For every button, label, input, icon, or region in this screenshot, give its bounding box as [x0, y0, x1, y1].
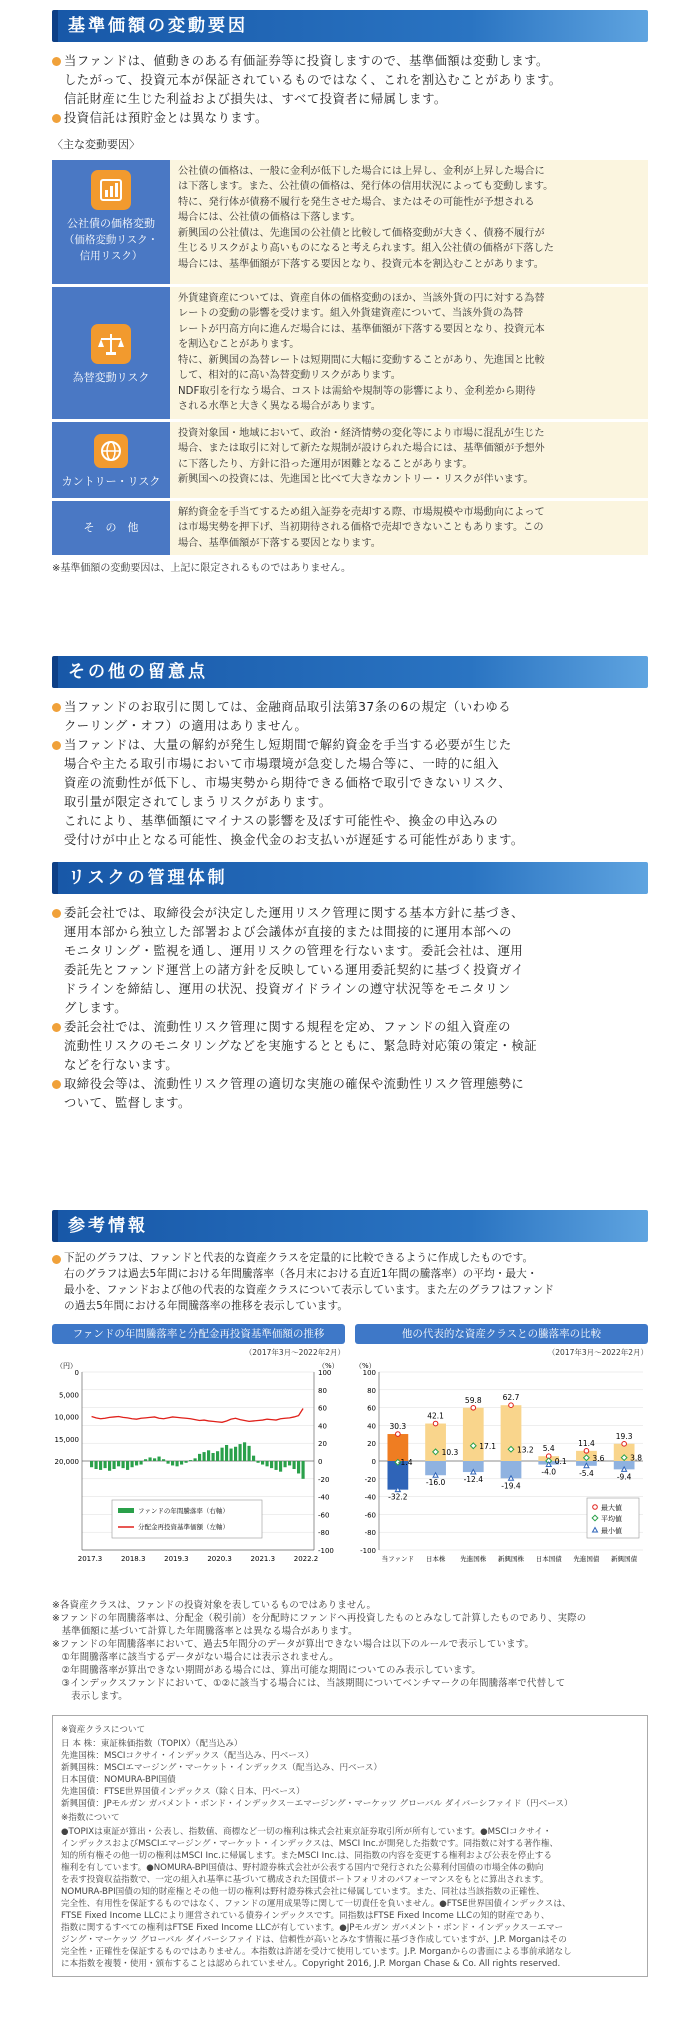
max-value-label: 59.8: [464, 1396, 482, 1406]
desc-line: 場合、または取引に対して新たな規制が設けられた場合には、基準価額が予想外: [178, 443, 545, 454]
chart-title: ファンドの年間騰落率と分配金再投資基準価額の推移: [52, 1324, 345, 1344]
bullet-line: 委託会社では、流動性リスク管理に関する規程を定め、ファンドの組入資産の: [52, 1018, 648, 1037]
desc-line: 場合には、公社債の価格は下落します。: [178, 212, 361, 223]
right-chart-svg: [355, 1358, 648, 1590]
note-line: ③インデックスファンドにおいて、①②に該当する場合には、当該期間についてベンチマークの年間騰落率で代替して: [52, 1678, 566, 1690]
bullet-line: 取締役会等は、流動性リスク管理の適切な実施の確保や流動性リスク管理態勢に: [52, 1075, 648, 1094]
desc-line: 投資対象国・地域において、政治・経済情勢の変化等により市場に混乱が生じた: [178, 427, 545, 439]
section-price-factors: [52, 10, 648, 576]
min-value-label: -32.2: [388, 1492, 408, 1502]
return-bar: [221, 1448, 224, 1461]
note-line: ※ファンドの年間騰落率において、過去5年間分のデータが算出できない場合は以下のルールで表示しています。: [52, 1639, 535, 1651]
y-tick-label: 40: [367, 1422, 376, 1431]
bullet-line: これにより、基準価額にマイナスの影響を及ぼす可能性や、換金の申込みの: [64, 814, 499, 828]
section-title: その他の留意点: [52, 656, 648, 688]
footnote: ※基準価額の変動要因は、上記に限定されるものではありません。: [52, 563, 351, 574]
risk-name: そ の 他: [83, 520, 139, 534]
risk-name-sub: 信用リスク）: [79, 249, 143, 262]
return-bar: [284, 1461, 287, 1467]
bullet-line: の過去5年間における年間騰落率の推移を表示しています。: [64, 1300, 349, 1312]
return-bar: [176, 1461, 179, 1466]
chart-title: 他の代表的な資産クラスとの騰落率の比較: [355, 1324, 648, 1344]
legend-swatch-bar: [118, 1508, 134, 1513]
x-tick-label: 2017.3: [77, 1555, 103, 1564]
avg-value-label: 0.1: [554, 1457, 567, 1467]
max-value-label: 11.4: [578, 1439, 595, 1449]
max-marker: [584, 1449, 589, 1454]
right-tick-label: -40: [318, 1493, 330, 1502]
max-range-bar: [463, 1408, 484, 1461]
risk-name-sub: （価格変動リスク・: [63, 233, 159, 246]
risk-row: [52, 287, 648, 419]
bullet-line: 委託先とファンド運営上の諸方針を反映している運用委託契約に基づく投資ガイ: [64, 963, 525, 977]
box-line: 完全性、有用性を保証するものではなく、ファンドの運用成果等に関して一切責任を負いません。●FTSE世界国債インデックスは、: [61, 1899, 571, 1910]
section-risk-management: [52, 862, 648, 1113]
max-marker: [433, 1421, 438, 1426]
right-tick-label: 60: [318, 1404, 327, 1413]
globe-icon: [94, 434, 128, 468]
right-chart: [355, 1324, 648, 1595]
x-tick-label: 2020.3: [207, 1555, 232, 1564]
return-bar: [293, 1461, 296, 1469]
bullet-line: 投資信託は預貯金とは異なります。: [52, 109, 648, 128]
desc-line: 新興国への投資には、先進国と比べて大きなカントリー・リスクが伴います。: [178, 474, 534, 485]
risk-name-cell: [52, 422, 170, 498]
category-label: 当ファンド: [381, 1555, 415, 1564]
return-bar: [207, 1451, 210, 1462]
bullet-line: ドラインを締結し、運用の状況、投資ガイドラインの遵守状況等をモニタリン: [64, 982, 511, 996]
desc-line: 生じるリスクがより高いものになると考えられます。組入公社債の価格が下落した: [178, 243, 554, 254]
risk-desc-cell: [170, 422, 648, 498]
return-bar: [189, 1460, 192, 1461]
category-label: 先進国株: [460, 1555, 487, 1564]
return-bar: [144, 1459, 147, 1461]
x-tick-label: 2018.3: [120, 1555, 146, 1564]
bullet-line: ついて、監督します。: [64, 1096, 191, 1110]
desc-line: 解約資金を手当てするため組入証券を売却する際、市場規模や市場動向によって: [178, 506, 545, 518]
risk-row: [52, 501, 648, 556]
min-value-label: -12.4: [463, 1475, 483, 1485]
avg-value-label: 3.8: [630, 1453, 643, 1463]
left-tick-label: 15,000: [54, 1436, 79, 1444]
box-line: FTSE Fixed Income LLCにより運営されている債券インデックスです。同指数はFTSE Fixed Income LLCの知的財産であり、: [61, 1911, 550, 1922]
return-bar: [279, 1461, 282, 1472]
bullet-line: 運用本部から独立した部署および会議体が直接的または間接的に運用本部への: [64, 925, 512, 939]
desc-line: 公社債の価格は、一般に金利が低下した場合には上昇し、金利が上昇した場合に: [178, 165, 545, 177]
x-tick-label: 2022.2: [293, 1555, 319, 1564]
min-value-label: -9.4: [616, 1472, 632, 1482]
return-bar: [203, 1452, 206, 1461]
bullet-line: 下記のグラフは、ファンドと代表的な資産クラスを定量的に比較できるように作成したものです。: [52, 1250, 648, 1266]
desc-line: して、相対的に高い為替変動リスクがあります。: [178, 370, 401, 381]
risk-desc-cell: [170, 501, 648, 556]
left-chart-svg: [52, 1358, 345, 1590]
avg-value-label: 13.2: [517, 1445, 534, 1455]
box-line: ※指数について: [61, 1813, 120, 1824]
box-line: 新興国債：JPモルガン ガバメント・ボンド・インデックス－エマージング・マーケッツ グローバル ダイバーシファイド（円ベース）: [61, 1799, 573, 1810]
return-bar: [225, 1445, 228, 1461]
min-value-label: -19.4: [501, 1481, 521, 1491]
right-axis-unit: （%）: [318, 1362, 339, 1371]
legend-box: [112, 1500, 262, 1538]
bullet-line: 信託財産に生じた利益および損失は、すべて投資者に帰属します。: [64, 92, 447, 106]
right-tick-label: 40: [318, 1422, 327, 1431]
max-value-label: 42.1: [427, 1411, 444, 1421]
y-tick-label: 20: [367, 1440, 376, 1449]
return-bar: [95, 1461, 98, 1469]
bullet-list: [52, 1250, 648, 1314]
desc-line: NDF取引を行なう場合、コストは需給や規制等の影響により、金利差から期待: [178, 385, 536, 397]
return-bar: [248, 1446, 251, 1461]
avg-value-label: 3.6: [592, 1454, 605, 1464]
sub-heading: 〈主な変動要因〉: [52, 138, 140, 151]
asset-class-box: [52, 1715, 648, 1977]
risk-desc-cell: [170, 287, 648, 419]
avg-value-label: -1.4: [397, 1458, 413, 1468]
return-bar: [261, 1461, 264, 1465]
x-tick-label: 2019.3: [164, 1555, 189, 1564]
return-bar: [239, 1444, 242, 1461]
note-line: 表示します。: [52, 1691, 128, 1703]
desc-line: される水準と大きく異なる場合があります。: [178, 401, 381, 412]
note-line: ※各資産クラスは、ファンドの投資対象を表しているものではありません。: [52, 1600, 377, 1612]
y-tick-label: -100: [360, 1547, 376, 1556]
charts-row: [52, 1324, 648, 1595]
desc-line: 特に、新興国の為替レートは短期間に大幅に変動することがあり、先進国と比較: [178, 354, 545, 366]
desc-line: レートが円高方向に進んだ場合には、基準価額が下落する要因となり、投資元本: [178, 323, 545, 335]
box-line: NOMURA-BPI国債の知的財産権とその他一切の権利は野村證券株式会社に帰属しています。また、同社は当該指数の正確性、: [61, 1887, 545, 1898]
desc-line: を割込むことがあります。: [178, 339, 300, 350]
note-line: 基準価額に基づいて計算した年間騰落率とは異なる場合があります。: [52, 1626, 358, 1638]
bullet-line: 場合や主たる取引市場において市場環境が急変した場合等に、一時的に組入: [64, 757, 500, 771]
bullet-line: 右のグラフは過去5年間における年間騰落率（各月末における直近1年間の騰落率）の平均・最大・: [64, 1268, 538, 1280]
bullet-line: クーリング・オフ）の適用はありません。: [64, 719, 308, 733]
section-title: リスクの管理体制: [52, 862, 648, 894]
max-value-label: 5.4: [542, 1444, 555, 1454]
return-bar: [113, 1461, 116, 1469]
left-tick-label: 10,000: [54, 1413, 79, 1422]
return-bar: [171, 1461, 174, 1465]
max-value-label: 30.3: [389, 1422, 407, 1432]
risk-name-cell: [52, 501, 170, 556]
return-bar: [180, 1461, 183, 1465]
max-range-bar: [387, 1434, 408, 1461]
min-value-label: -16.0: [425, 1478, 446, 1488]
y-tick-label: -20: [364, 1476, 376, 1485]
box-line: 知的所有権その他一切の権利はMSCI Inc.に帰属します。またMSCI Inc.は、同指数の内容を変更する権利および公表を停止する: [61, 1851, 552, 1862]
return-bar: [185, 1461, 188, 1463]
bullet-list: [52, 52, 648, 128]
bullet-line: 当ファンドは、大量の解約が発生し短期間で解約資金を手当する必要が生じた: [52, 736, 648, 755]
return-bar: [243, 1443, 246, 1462]
return-bar: [216, 1451, 219, 1461]
max-value-label: 62.7: [502, 1393, 520, 1403]
x-tick-label: 2021.3: [250, 1555, 276, 1564]
return-bar: [104, 1461, 107, 1468]
y-tick-label: -80: [364, 1529, 376, 1538]
bullet-list: [52, 904, 648, 1113]
box-line: ※資産クラスについて: [61, 1725, 146, 1736]
bullet-line: 流動性リスクのモニタリングなどを実施するとともに、緊急時対応策の策定・検証: [64, 1039, 537, 1053]
return-bar: [153, 1459, 156, 1462]
box-line: 先進国債：FTSE世界国債インデックス（除く日本、円ベース）: [61, 1787, 305, 1798]
risk-table: [52, 157, 648, 559]
note-line: ②年間騰落率が算出できない期間がある場合には、算出可能な期間についてのみ表示しています。: [52, 1665, 481, 1677]
bullet-line: 最小を、ファンドおよび他の代表的な資産クラスについて表示しています。また左のグラフはファンド: [64, 1284, 555, 1296]
desc-line: 場合には、基準価額が下落する要因となり、投資元本を割込むことがあります。: [178, 258, 544, 270]
section-title: 参考情報: [52, 1210, 648, 1242]
return-bar: [212, 1453, 215, 1461]
return-bar: [167, 1461, 170, 1464]
min-value-label: -5.4: [579, 1469, 594, 1479]
return-bar: [122, 1461, 125, 1468]
left-tick-label: 20,000: [54, 1458, 79, 1467]
legend-label: ファンドの年間騰落率（右軸）: [138, 1507, 229, 1516]
avg-value-label: 10.3: [441, 1448, 459, 1458]
left-tick-label: 0: [74, 1369, 79, 1378]
bullet-line: 取引量が限定されてしまうリスクがあります。: [64, 795, 332, 809]
category-label: 新興国株: [498, 1555, 524, 1564]
category-label: 日本国債: [535, 1555, 562, 1564]
return-bar: [270, 1461, 273, 1468]
box-line: 指数に関するすべての権利はFTSE Fixed Income LLCが有しています。●JPモルガン ガバメント・ボンド・インデックス－エマー: [61, 1923, 564, 1934]
bullet-list: [52, 698, 648, 850]
return-bar: [266, 1461, 269, 1466]
bullet-line: 資産の流動性が低下し、市場実勢から期待できる価格で取引できないリスク、: [64, 776, 512, 790]
desc-line: 場合、基準価額が下落する要因となります。: [178, 537, 381, 549]
chart-period: （2017年3月～2022年2月）: [244, 1348, 345, 1357]
left-axis-unit: （円）: [56, 1362, 77, 1371]
box-line: に本指数を複製・使用・頒布することは認められていません。Copyright 2016, J.P. Morgan Chase & Co. All rights reserved.: [61, 1959, 561, 1970]
box-line: 日 本 株：東証株価指数（TOPIX）（配当込み）: [61, 1739, 243, 1750]
box-line: 新興国株：MSCIエマージング・マーケット・インデックス（配当込み、円ベース）: [61, 1763, 383, 1774]
bullet-line: グします。: [64, 1001, 128, 1015]
box-line: を表す投資収益指数で、一定の組入れ基準に基づいて構成された国債ポートフォリオのパフォーマンスをもとに算出されます。: [61, 1875, 549, 1886]
return-bar: [275, 1461, 278, 1470]
legend-label: 最大値: [601, 1504, 622, 1513]
right-tick-label: -80: [318, 1529, 330, 1538]
section-title: 基準価額の変動要因: [52, 10, 648, 42]
box-line: 先進国株：MSCIコクサイ・インデックス（配当込み、円ベース）: [61, 1751, 314, 1762]
return-bar: [135, 1461, 138, 1465]
risk-row: [52, 160, 648, 284]
desc-line: 外貨建資産については、資産自体の価格変動のほか、当該外貨の円に対する為替: [178, 292, 545, 304]
risk-name: 公社債の価格変動: [67, 216, 155, 230]
legend-label: 分配金再投資基準価額（左軸）: [138, 1523, 229, 1532]
right-tick-label: 80: [318, 1387, 327, 1396]
desc-line: 特に、発行体が債務不履行を発生させた場合、またはその可能性が予想される: [178, 196, 535, 208]
category-label: 先進国債: [573, 1555, 600, 1564]
legend-label: 平均値: [601, 1515, 622, 1524]
nav-line: [92, 1409, 304, 1423]
risk-name: カントリー・リスク: [61, 474, 161, 488]
return-bar: [302, 1461, 305, 1479]
right-tick-label: 0: [318, 1458, 323, 1467]
risk-desc-cell: [170, 160, 648, 284]
legend-max-marker: [593, 1505, 598, 1510]
return-bar: [117, 1461, 120, 1466]
return-bar: [99, 1461, 102, 1470]
bullet-line: したがって、投資元本が保証されているものではなく、これを割込むことがあります。: [64, 73, 562, 87]
return-bar: [131, 1461, 134, 1467]
max-marker: [471, 1406, 476, 1411]
section-other-notes: [52, 656, 648, 850]
y-tick-label: 60: [367, 1404, 376, 1413]
risk-name-cell: [52, 287, 170, 419]
bullet-line: などを行ないます。: [64, 1058, 179, 1072]
right-tick-label: 100: [318, 1369, 332, 1378]
max-marker: [622, 1442, 627, 1447]
axis-unit: （%）: [355, 1362, 376, 1371]
risk-row: [52, 422, 648, 498]
return-bar: [158, 1457, 161, 1461]
y-tick-label: -40: [364, 1493, 376, 1502]
desc-line: は市場実勢を押下げ、当初期待される価格で売却できないこともあります。この: [178, 522, 544, 533]
return-bar: [126, 1461, 129, 1470]
right-tick-label: -20: [318, 1476, 330, 1485]
category-label: 新興国債: [611, 1555, 638, 1564]
bullet-line: 委託会社では、取締役会が決定した運用リスク管理に関する基本方針に基づき、: [52, 904, 648, 923]
left-chart: [52, 1324, 345, 1595]
return-bar: [257, 1461, 260, 1463]
note-line: ※ファンドの年間騰落率は、分配金（税引前）を分配時にファンドへ再投資したものとみなして計算したものであり、実際の: [52, 1613, 587, 1625]
y-tick-label: 80: [367, 1387, 376, 1396]
avg-value-label: 17.1: [479, 1442, 496, 1452]
scale-icon: [91, 324, 131, 364]
right-tick-label: 20: [318, 1440, 327, 1449]
return-bar: [252, 1456, 255, 1461]
y-tick-label: -60: [364, 1511, 376, 1520]
return-bar: [288, 1461, 291, 1465]
return-bar: [198, 1454, 201, 1461]
risk-name: 為替変動リスク: [72, 370, 150, 384]
right-tick-label: -100: [318, 1547, 334, 1556]
box-line: インデックスおよびMSCIエマージング・マーケット・インデックスは、MSCI Inc.が開発した指数です。同指数に対する著作権、: [61, 1839, 559, 1850]
min-value-label: -4.0: [541, 1467, 557, 1477]
desc-line: に下落したり、方針に沿った運用が困難となることがあります。: [178, 458, 473, 470]
category-label: 日本株: [425, 1555, 446, 1564]
legend-label: 最小値: [601, 1527, 622, 1536]
section-reference-info: [52, 1210, 648, 1977]
box-line: ●TOPIXは東証が算出・公表し、指数値、商標など一切の権利は株式会社東京証券取引所が所有しています。●MSCIコクサイ・: [61, 1827, 552, 1838]
max-value-label: 19.3: [615, 1432, 633, 1442]
bullet-line: 当ファンドのお取引に関しては、金融商品取引法第37条の6の規定（いわゆる: [52, 698, 648, 717]
bullet-line: モニタリング・監視を通し、運用リスクの管理を行ないます。委託会社は、運用: [64, 944, 524, 958]
bullet-line: 受付けが中止となる可能性、換金代金のお支払いが遅延する可能性があります。: [64, 833, 524, 847]
return-bar: [162, 1459, 165, 1461]
max-marker: [509, 1403, 514, 1408]
box-line: 権利を有しています。●NOMURA-BPI国債は、野村證券株式会社が公表する国内で発行された公募利付国債の市場全体の動向: [61, 1863, 544, 1874]
desc-line: レートの変動の影響を受けます。組入外貨建資産について、当該外貨の為替: [178, 308, 524, 319]
y-tick-label: 100: [362, 1369, 376, 1378]
bond-chart-icon: [91, 170, 131, 210]
y-tick-label: 0: [371, 1458, 376, 1467]
chart-period: （2017年3月～2022年2月）: [547, 1348, 648, 1357]
chart-notes: [52, 1599, 648, 1703]
box-line: 日本国債：NOMURA-BPI国債: [61, 1775, 176, 1786]
return-bar: [194, 1459, 197, 1462]
desc-line: 新興国の公社債は、先進国の公社債と比較して価格変動が大きく、債務不履行が: [178, 227, 545, 239]
box-line: 完全性・正確性を保証するものではありません。本指数は許諾を受けて使用しています。J.P. Morganからの書面による事前承諾なし: [61, 1947, 572, 1958]
risk-name-cell: [52, 160, 170, 284]
max-marker: [396, 1432, 401, 1437]
return-bar: [230, 1449, 233, 1461]
note-line: ①年間騰落率に該当するデータがない場合には表示されません。: [52, 1652, 339, 1664]
return-bar: [297, 1461, 300, 1473]
left-tick-label: 5,000: [58, 1391, 79, 1400]
box-line: ジング・マーケッツ グローバル ダイバーシファイドは、信頼性が高いとみなす情報に基づき作成していますが、J.P. Morganはその: [61, 1935, 567, 1946]
return-bar: [90, 1461, 93, 1467]
desc-line: は下落します。また、公社債の価格は、発行体の信用状況によっても変動します。: [178, 181, 554, 192]
return-bar: [140, 1461, 143, 1465]
bullet-line: 当ファンドは、値動きのある有価証券等に投資しますので、基準価額は変動します。: [52, 52, 648, 71]
return-bar: [108, 1461, 111, 1471]
right-tick-label: -60: [318, 1511, 330, 1520]
return-bar: [149, 1458, 152, 1462]
return-bar: [234, 1447, 237, 1461]
